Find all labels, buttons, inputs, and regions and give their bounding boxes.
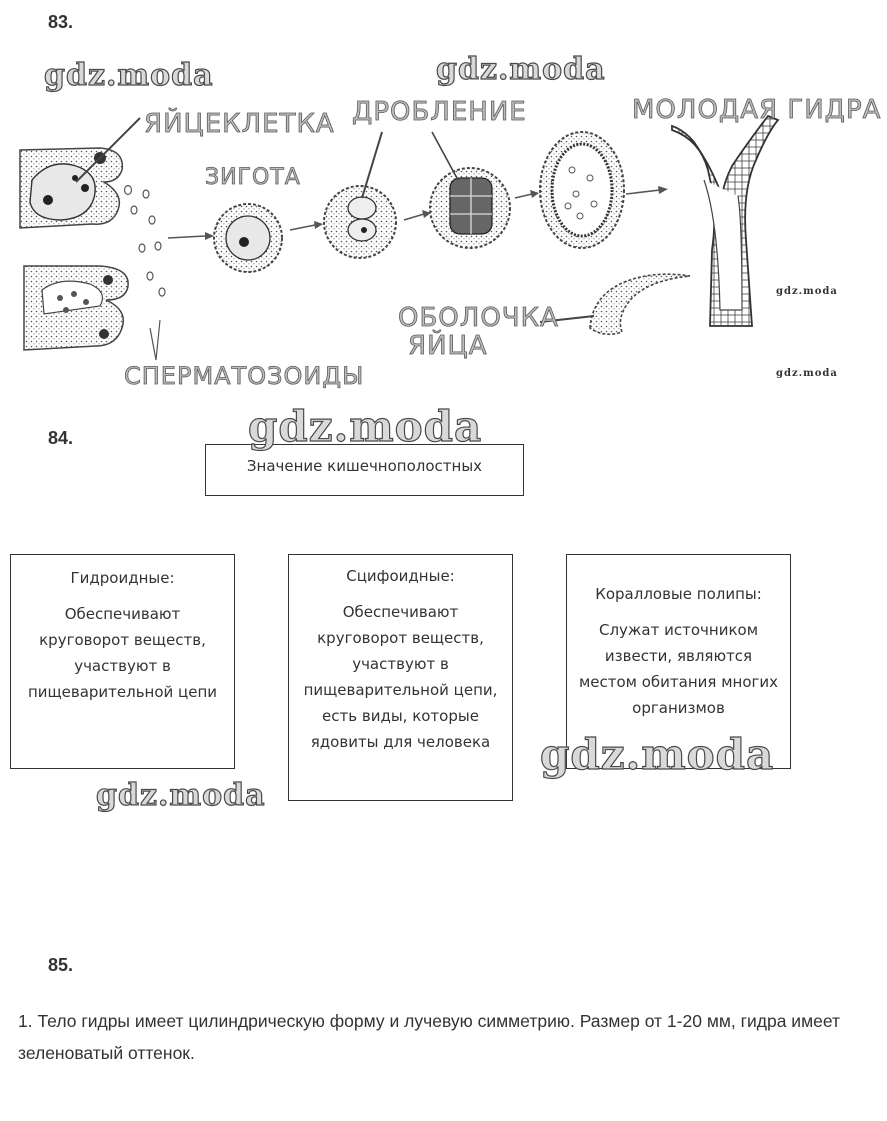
sperm-drawing bbox=[125, 186, 166, 361]
main-concept-box bbox=[205, 444, 524, 496]
coral-title: Коралловые полипы: bbox=[595, 585, 762, 603]
watermark: gdz.moda bbox=[776, 368, 838, 379]
watermark: gdz.moda bbox=[540, 730, 775, 779]
watermark: gdz.moda bbox=[96, 778, 266, 813]
zygote-drawing bbox=[214, 204, 282, 272]
young-hydra-drawing bbox=[672, 116, 778, 326]
watermark: gdz.moda bbox=[436, 52, 606, 87]
label-zygote: ЗИГОТА bbox=[205, 165, 301, 190]
watermark: gdz.moda bbox=[776, 286, 838, 297]
label-egg-membrane-1: ОБОЛОЧКА bbox=[398, 303, 559, 333]
label-egg-membrane-2: ЯЙЦА bbox=[408, 331, 488, 361]
task-85-answer: 1. Тело гидры имеет цилиндрическую форму и лучевую симметрию. Размер от 1-20 мм, гидра имеет зеленоватый оттенок. bbox=[18, 1011, 841, 1063]
hydra-development-illustration bbox=[0, 70, 887, 400]
hydroid-box bbox=[10, 554, 235, 769]
blastomere-pointer bbox=[432, 132, 458, 180]
two-cell-drawing bbox=[324, 186, 396, 258]
blastula-drawing bbox=[540, 132, 624, 248]
ovary-drawing bbox=[20, 148, 122, 228]
hydroid-title: Гидроидные: bbox=[70, 569, 175, 587]
task-83-number: 83. bbox=[48, 12, 74, 32]
label-young-hydra: МОЛОДАЯ ГИДРА bbox=[632, 95, 882, 125]
scyphoid-title: Сцифоидные: bbox=[346, 567, 455, 585]
task-85-number: 85. bbox=[48, 955, 74, 975]
scyphoid-text: Обеспечивают круговорот веществ, участвуют в пищеварительной цепи, есть виды, которые ядовиты для человека bbox=[303, 603, 498, 751]
egg-membrane-drawing bbox=[590, 274, 690, 334]
watermark: gdz.moda bbox=[248, 402, 483, 451]
watermark: gdz.moda bbox=[44, 58, 214, 93]
label-egg-cell: ЯЙЦЕКЛЕТКА bbox=[144, 109, 335, 139]
label-spermatozoa: СПЕРМАТОЗОИДЫ bbox=[124, 362, 365, 390]
coral-text: Служат источником извести, являются местом обитания многих организмов bbox=[578, 621, 779, 717]
multi-cell-drawing bbox=[430, 168, 510, 248]
hydroid-text: Обеспечивают круговорот веществ, участвуют в пищеварительной цепи bbox=[27, 605, 218, 701]
testis-drawing bbox=[24, 266, 128, 350]
main-concept-title: Значение кишечнополостных bbox=[246, 457, 483, 475]
scyphoid-box bbox=[288, 554, 513, 801]
label-cleavage: ДРОБЛЕНИЕ bbox=[352, 97, 527, 127]
task-84-number: 84. bbox=[48, 428, 74, 448]
